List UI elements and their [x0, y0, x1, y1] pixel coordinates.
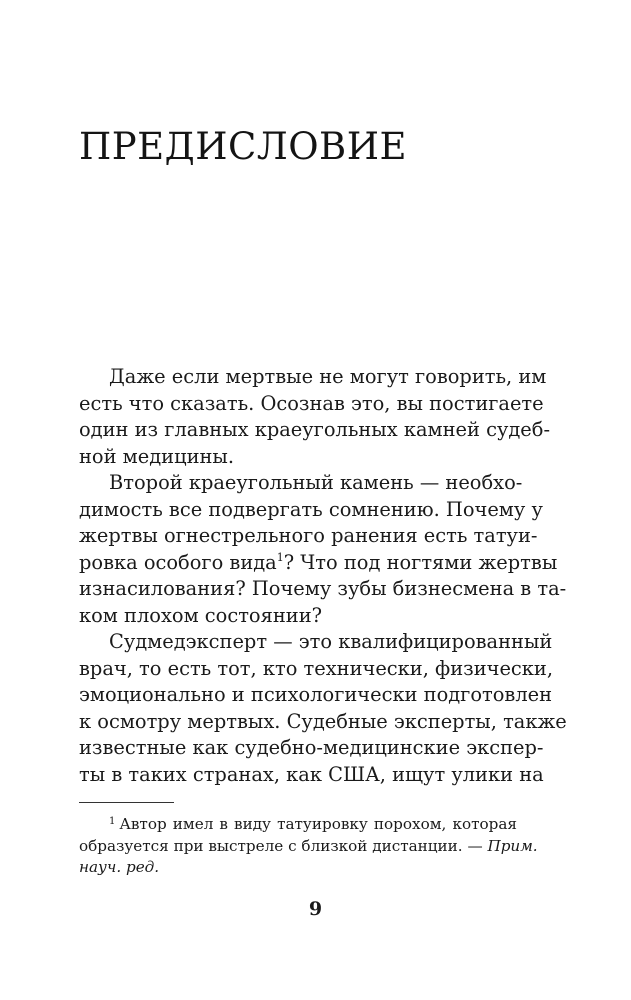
text-line: Судмедэксперт — это квалифицированный — [109, 630, 553, 653]
footnote — [79, 814, 538, 879]
footnote-separator — [79, 802, 174, 803]
text-line: Второй краеугольный камень — необхо- — [109, 471, 523, 494]
text-line: ной медицины. — [79, 444, 235, 468]
text-line: ты в таких странах, как США, ищут улики на — [79, 762, 544, 786]
text-line: димость все подвергать сомнению. Почему у — [79, 497, 543, 521]
text-line: изнасилования? Почему зубы бизнесмена в та- — [79, 577, 567, 600]
page-number: 9 — [308, 898, 323, 920]
text-line: один из главных краеугольных камней судеб- — [79, 418, 550, 441]
text-fragment: ? Что под ногтями жертвы — [283, 550, 558, 574]
text-line: эмоционально и психологически подготовлен — [79, 683, 553, 706]
footnote-marker: 1 — [109, 816, 116, 827]
text-line: известные как судебно-медицинские экспер- — [79, 736, 544, 759]
footnote-italic: науч. ред. — [79, 858, 160, 876]
text-line: жертвы огнестрельного ранения есть татуи- — [79, 524, 538, 547]
text-line: к осмотру мертвых. Судебные эксперты, также — [79, 709, 567, 733]
text-line-with-footnote — [79, 550, 558, 577]
text-line: врач, то есть тот, кто технически, физически, — [79, 656, 554, 680]
footnote-text: Автор имел в виду татуировку порохом, которая — [119, 815, 517, 833]
text-line: ком плохом состоянии? — [79, 603, 323, 627]
text-line: Даже если мертвые не могут говорить, им — [109, 365, 547, 388]
footnote-line — [79, 814, 517, 836]
chapter-title: ПРЕДИСЛОВИЕ — [79, 125, 408, 168]
footnote-reference[interactable]: 1 — [276, 550, 284, 564]
text-fragment: ровка особого вида — [79, 550, 277, 574]
text-line: есть что сказать. Осознав это, вы постигаете — [79, 391, 544, 415]
footnote-italic: Прим. — [487, 836, 538, 855]
footnote-text: образуется при выстреле с близкой дистанции. — — [79, 836, 483, 855]
body-text — [79, 364, 567, 788]
footnote-line — [79, 836, 538, 858]
footnote-line — [79, 857, 517, 879]
